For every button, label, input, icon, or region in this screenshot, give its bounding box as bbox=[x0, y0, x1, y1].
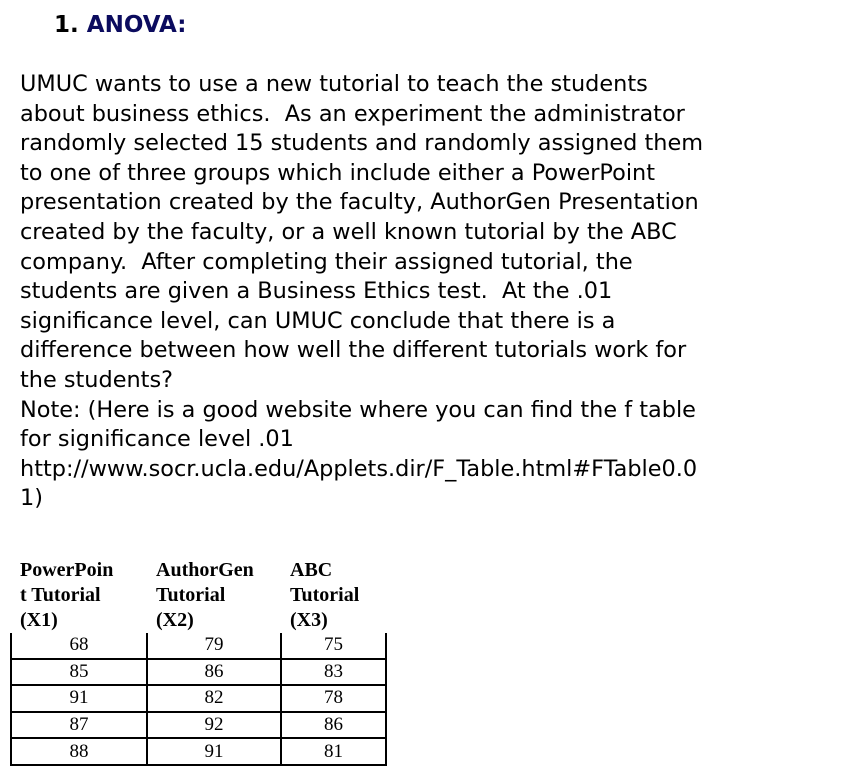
text-line: difference between how well the different tutorials work for bbox=[20, 337, 687, 364]
section-title: ANOVA: bbox=[86, 12, 187, 38]
text-line: students are given a Business Ethics test. At the .01 bbox=[20, 278, 613, 305]
table-cell: 68 bbox=[11, 633, 147, 659]
url-text: http://www.socr.ucla.edu/Applets.dir/F_Table.html#FTable0.0 bbox=[20, 455, 698, 482]
column-header-abc: ABC Tutorial (X3) bbox=[290, 559, 360, 631]
scores-table bbox=[10, 558, 387, 766]
table-cell: 78 bbox=[281, 685, 386, 712]
table-row bbox=[11, 685, 386, 712]
table-cell: 75 bbox=[281, 633, 386, 659]
url-text: 1) bbox=[20, 485, 43, 512]
table-row bbox=[11, 712, 386, 739]
table-cell: 83 bbox=[281, 659, 386, 686]
text-line: presentation created by the faculty, AuthorGen Presentation bbox=[20, 189, 699, 216]
table-header-row bbox=[11, 558, 386, 633]
table-row bbox=[11, 738, 386, 765]
text-line: randomly selected 15 students and randomly assigned them bbox=[20, 130, 704, 157]
table-cell: 87 bbox=[11, 712, 147, 739]
table-cell: 86 bbox=[147, 659, 281, 686]
text-line: significance level, can UMUC conclude that there is a bbox=[20, 307, 616, 334]
section-heading bbox=[54, 10, 186, 40]
column-header-authorgen: AuthorGen Tutorial (X2) bbox=[156, 559, 254, 631]
text-line: about business ethics. As an experiment the administrator bbox=[20, 100, 685, 127]
table-cell: 88 bbox=[11, 738, 147, 765]
text-line: created by the faculty, or a well known tutorial by the ABC bbox=[20, 218, 677, 245]
table-cell: 91 bbox=[11, 685, 147, 712]
note-line: Note: (Here is a good website where you can find the f table bbox=[20, 396, 696, 423]
scores-table-container bbox=[10, 558, 387, 766]
text-line: to one of three groups which include either a PowerPoint bbox=[20, 159, 656, 186]
note-line: for significance level .01 bbox=[20, 426, 294, 453]
text-line: the students? bbox=[20, 366, 174, 393]
problem-statement bbox=[20, 70, 820, 514]
text-line: company. After completing their assigned tutorial, the bbox=[20, 248, 633, 275]
section-number: 1. bbox=[54, 12, 79, 38]
table-row bbox=[11, 633, 386, 659]
table-cell: 82 bbox=[147, 685, 281, 712]
table-cell: 85 bbox=[11, 659, 147, 686]
table-row bbox=[11, 659, 386, 686]
text-line: UMUC wants to use a new tutorial to teach the students bbox=[20, 71, 648, 97]
column-header-powerpoint: PowerPoin t Tutorial (X1) bbox=[20, 559, 114, 631]
table-cell: 91 bbox=[147, 738, 281, 765]
table-cell: 86 bbox=[281, 712, 386, 739]
table-cell: 92 bbox=[147, 712, 281, 739]
table-cell: 81 bbox=[281, 738, 386, 765]
table-cell: 79 bbox=[147, 633, 281, 659]
